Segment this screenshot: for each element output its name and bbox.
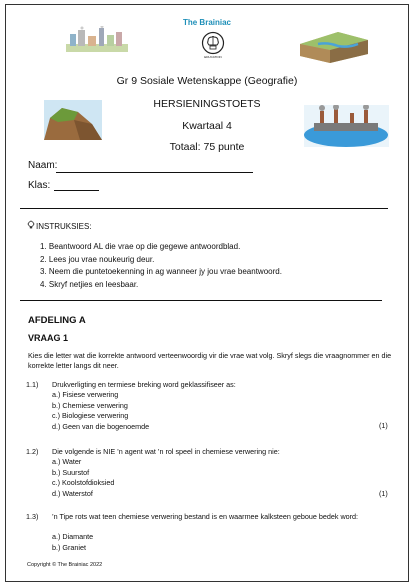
question-number: 1.1) xyxy=(26,380,39,389)
question-options xyxy=(52,390,149,432)
instruction-item: 4. Skryf netjies en leesbaar. xyxy=(40,279,139,289)
answer-option: b.) Suurstof xyxy=(52,467,90,477)
question-mark: (1) xyxy=(379,421,388,430)
worksheet-page xyxy=(5,4,409,582)
answer-option: d.) Geen van die bogenoemde xyxy=(52,421,150,431)
question-number: 1.2) xyxy=(26,447,39,456)
instruction-item: 3. Neem die puntetoekenning in ag wanneer jy jou vrae beantwoord. xyxy=(40,267,282,276)
rock-cross-section-illustration xyxy=(298,30,370,64)
instructions-list xyxy=(40,241,282,291)
instruction-item: 2. Lees jou vrae noukeurig deur. xyxy=(40,254,155,264)
instructions-heading xyxy=(26,220,92,231)
answer-option: b.) Graniet xyxy=(52,542,86,552)
section-title: AFDELING A xyxy=(28,315,86,326)
test-title: HERSIENINGSTOETS xyxy=(153,98,261,110)
question-options xyxy=(52,457,114,499)
answer-option: c.) Biologiese verwering xyxy=(52,411,129,420)
total-marks: Totaal: 75 punte xyxy=(169,141,245,153)
lightbulb-icon xyxy=(26,220,36,230)
question-text: Die volgende is NIE ’n agent wat ’n rol speel in chemiese verwering nie: xyxy=(52,447,280,456)
copyright-footer: Copyright © The Brainiac 2022 xyxy=(27,562,103,568)
class-field[interactable] xyxy=(54,190,99,191)
term-title: Kwartaal 4 xyxy=(182,120,232,132)
question-options xyxy=(52,532,93,553)
answer-option: d.) Waterstof xyxy=(52,488,93,498)
answer-option: a.) Diamante xyxy=(52,532,94,541)
answer-option: a.) Fisiese verwering xyxy=(52,390,119,399)
subject-title: Gr 9 Sosiale Wetenskappe (Geografie) xyxy=(116,75,298,87)
class-label: Klas: xyxy=(28,180,51,191)
divider-line xyxy=(20,300,382,301)
divider-line xyxy=(20,208,388,209)
logo-caption: EDUCATION xyxy=(204,55,222,59)
city-weathering-illustration xyxy=(66,26,128,52)
section-intro: Kies die letter wat die korrekte antwoord verteenwoordig vir die vrae wat volg. Skryf slegs die vraagnommer en die korrekte letter langs dit neer. xyxy=(28,351,392,370)
question-text: ’n Tipe rots wat teen chemiese verwering bestand is en waarmee kalksteen geboue bedek word: xyxy=(52,512,359,521)
brand-name: The Brainiac xyxy=(182,18,231,27)
instruction-item: 1. Beantwoord AL die vrae op die gegewe antwoordblad. xyxy=(40,242,241,251)
answer-option: c.) Koolstofdioksied xyxy=(52,478,115,487)
question-number: 1.3) xyxy=(26,512,39,521)
brain-logo-icon xyxy=(201,31,225,55)
name-field[interactable] xyxy=(56,172,253,173)
question-heading: VRAAG 1 xyxy=(28,333,69,343)
answer-option: b.) Chemiese verwering xyxy=(52,400,128,410)
answer-option: a.) Water xyxy=(52,457,82,466)
question-mark: (1) xyxy=(379,489,388,498)
instructions-heading-text: INSTRUKSIES: xyxy=(36,222,92,231)
name-label: Naam: xyxy=(28,160,58,171)
question-text: Drukverligting en termiese breking word geklassifiseer as: xyxy=(52,380,236,389)
